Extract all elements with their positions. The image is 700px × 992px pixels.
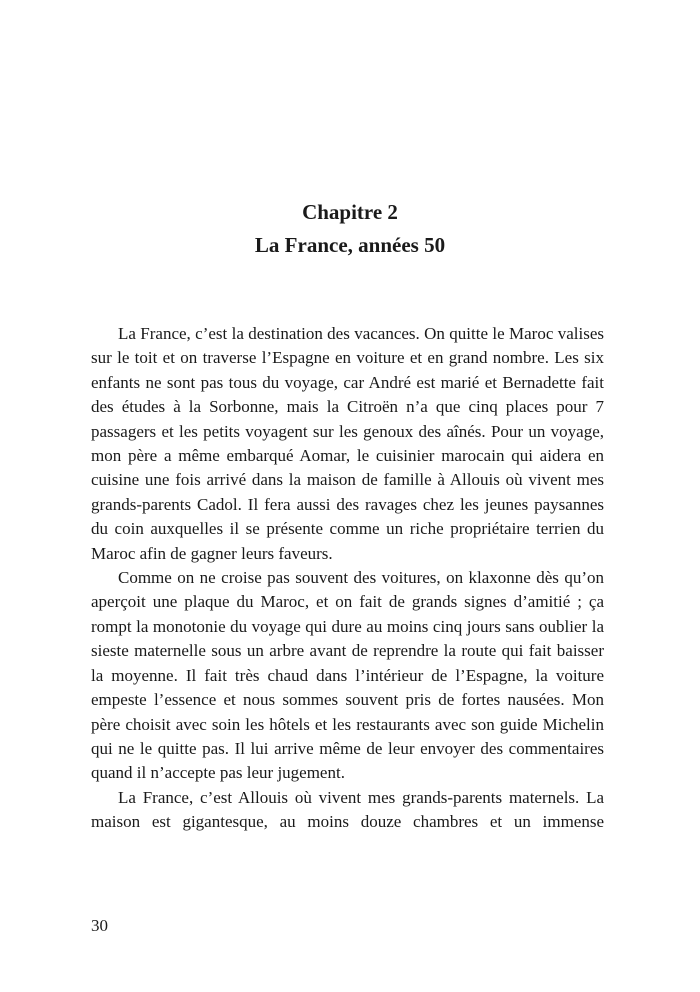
paragraph: La France, c’est la destination des vacances. On quitte le Maroc valises sur le toit et on traverse l’Espagne en voiture et en grand nombre. Les six enfants ne sont pas tous du voyage, car André est marié et Bernadette fait des études à la Sorbonne, mais la Citroën n’a que cinq places pour 7 passagers et les petits voyagent sur les genoux des aînés. Pour un voyage, mon père a même embarqué Aomar, le cuisinier marocain qui aidera en cuisine une fois arrivé dans la maison de famille à Allouis où vivent mes grands-parents Cadol. Il fera aussi des ravages chez les jeunes paysannes du coin auxquelles il se présente comme un riche propriétaire terrien du Maroc afin de gagner leurs faveurs. [91,324,604,563]
chapter-title: La France, années 50 [254,233,446,257]
page-number: 30 [91,916,108,935]
chapter-heading [0,196,700,262]
paragraph: La France, c’est Allouis où vivent mes grands-parents maternels. La maison est gigantesque, au moins douze chambres et un immense [91,787,604,832]
chapter-number: Chapitre 2 [302,200,398,224]
body-text [91,322,604,835]
paragraph: Comme on ne croise pas souvent des voitures, on klaxonne dès qu’on aperçoit une plaque du Maroc, et on fait de grands signes d’amitié ; ça rompt la monotonie du voyage qui dure au moins cinq jours sans oublier la sieste maternelle sous un arbre avant de reprendre la route qui fait baisser la moyenne. Il fait très chaud dans l’intérieur de l’Espagne, la voiture empeste l’essence et nous sommes souvent pris de fortes nausées. Mon père choisit avec soin les hôtels et les restaurants avec son guide Michelin qui ne le quitte pas. Il lui arrive même de leur envoyer des commentaires quand il n’accepte pas leur jugement. [91,568,604,783]
